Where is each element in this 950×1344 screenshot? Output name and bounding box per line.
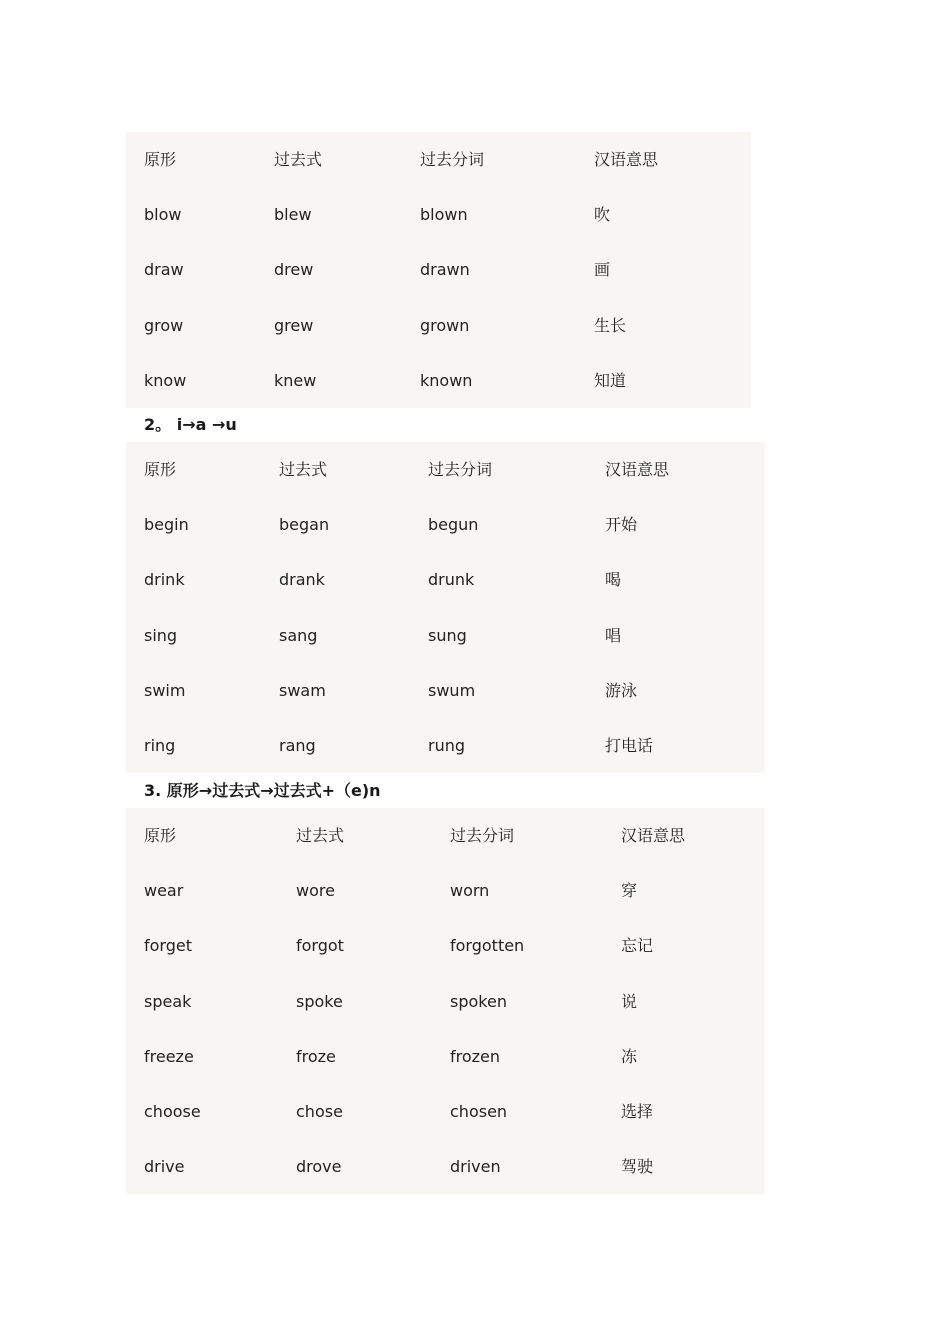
meaning-cell: 吹 [594,205,611,225]
base-form-cell: choose [144,1101,201,1121]
meaning-cell: 驾驶 [621,1157,654,1177]
past-tense-cell: chose [296,1101,343,1121]
meaning-cell: 唱 [605,625,622,645]
header-past-participle: 过去分词 [420,150,485,169]
past-participle-cell: drawn [420,260,470,280]
past-participle-cell: spoken [450,991,507,1011]
meaning-cell: 打电话 [605,735,654,755]
table-row [126,918,765,973]
meaning-cell: 开始 [605,515,638,535]
table-row [126,298,751,353]
table-header-row [126,442,765,497]
meaning-cell: 忘记 [621,936,654,956]
meaning-cell: 选择 [621,1101,654,1121]
base-form-cell: speak [144,991,192,1011]
header-base-form: 原形 [144,826,177,845]
past-participle-cell: forgotten [450,936,525,956]
header-past-participle: 过去分词 [428,460,493,479]
past-tense-cell: drew [274,260,314,280]
past-participle-cell: worn [450,881,490,901]
past-tense-cell: blew [274,205,312,225]
past-participle-cell: frozen [450,1046,501,1066]
table-row [126,1084,765,1139]
base-form-cell: drink [144,570,185,590]
header-past-participle: 过去分词 [450,826,515,845]
past-tense-cell: swam [279,680,326,700]
header-chinese-meaning: 汉语意思 [605,460,670,479]
table-row [126,242,751,297]
past-participle-cell: swum [428,680,476,700]
past-tense-cell: knew [274,370,317,390]
base-form-cell: draw [144,260,184,280]
past-tense-cell: sang [279,625,318,645]
section-3-title: 3. 原形→过去式→过去式+（e)n [144,781,381,800]
table-header-row [126,132,751,187]
base-form-cell: ring [144,735,176,755]
past-tense-cell: wore [296,881,335,901]
header-chinese-meaning: 汉语意思 [594,150,659,169]
verb-table-3 [126,808,765,1194]
table-header-row [126,808,765,863]
past-tense-cell: froze [296,1046,336,1066]
base-form-cell: forget [144,936,192,956]
past-participle-cell: grown [420,315,470,335]
table-row [126,663,765,718]
past-tense-cell: drank [279,570,325,590]
verb-table-1 [126,132,751,408]
past-tense-cell: grew [274,315,314,335]
past-participle-cell: blown [420,205,468,225]
past-participle-cell: chosen [450,1101,508,1121]
past-participle-cell: drunk [428,570,475,590]
header-past-tense: 过去式 [296,826,345,845]
table-row [126,608,765,663]
past-tense-cell: drove [296,1157,342,1177]
table-row [126,863,765,918]
base-form-cell: swim [144,680,186,700]
table-row [126,353,751,408]
meaning-cell: 知道 [594,370,627,390]
table-row [126,1139,765,1194]
section-2-title: 2。 i→a →u [144,415,237,434]
meaning-cell: 画 [594,260,611,280]
base-form-cell: wear [144,881,184,901]
header-past-tense: 过去式 [274,150,323,169]
past-participle-cell: driven [450,1157,501,1177]
base-form-cell: freeze [144,1046,194,1066]
table-row [126,718,765,773]
meaning-cell: 穿 [621,881,638,901]
past-tense-cell: began [279,515,330,535]
base-form-cell: know [144,370,187,390]
header-chinese-meaning: 汉语意思 [621,826,686,845]
past-participle-cell: known [420,370,473,390]
past-tense-cell: spoke [296,991,343,1011]
past-participle-cell: begun [428,515,479,535]
past-participle-cell: rung [428,735,466,755]
base-form-cell: sing [144,625,178,645]
past-participle-cell: sung [428,625,467,645]
past-tense-cell: forgot [296,936,344,956]
header-base-form: 原形 [144,150,177,169]
header-base-form: 原形 [144,460,177,479]
base-form-cell: drive [144,1157,185,1177]
past-tense-cell: rang [279,735,316,755]
meaning-cell: 冻 [621,1046,638,1066]
meaning-cell: 说 [621,991,638,1011]
verb-table-2 [126,442,765,773]
base-form-cell: blow [144,205,182,225]
header-past-tense: 过去式 [279,460,328,479]
meaning-cell: 生长 [594,315,627,335]
base-form-cell: begin [144,515,189,535]
table-row [126,187,751,242]
table-row [126,552,765,607]
table-row [126,1029,765,1084]
meaning-cell: 喝 [605,570,622,590]
table-row [126,974,765,1029]
base-form-cell: grow [144,315,184,335]
table-row [126,497,765,552]
meaning-cell: 游泳 [605,680,638,700]
